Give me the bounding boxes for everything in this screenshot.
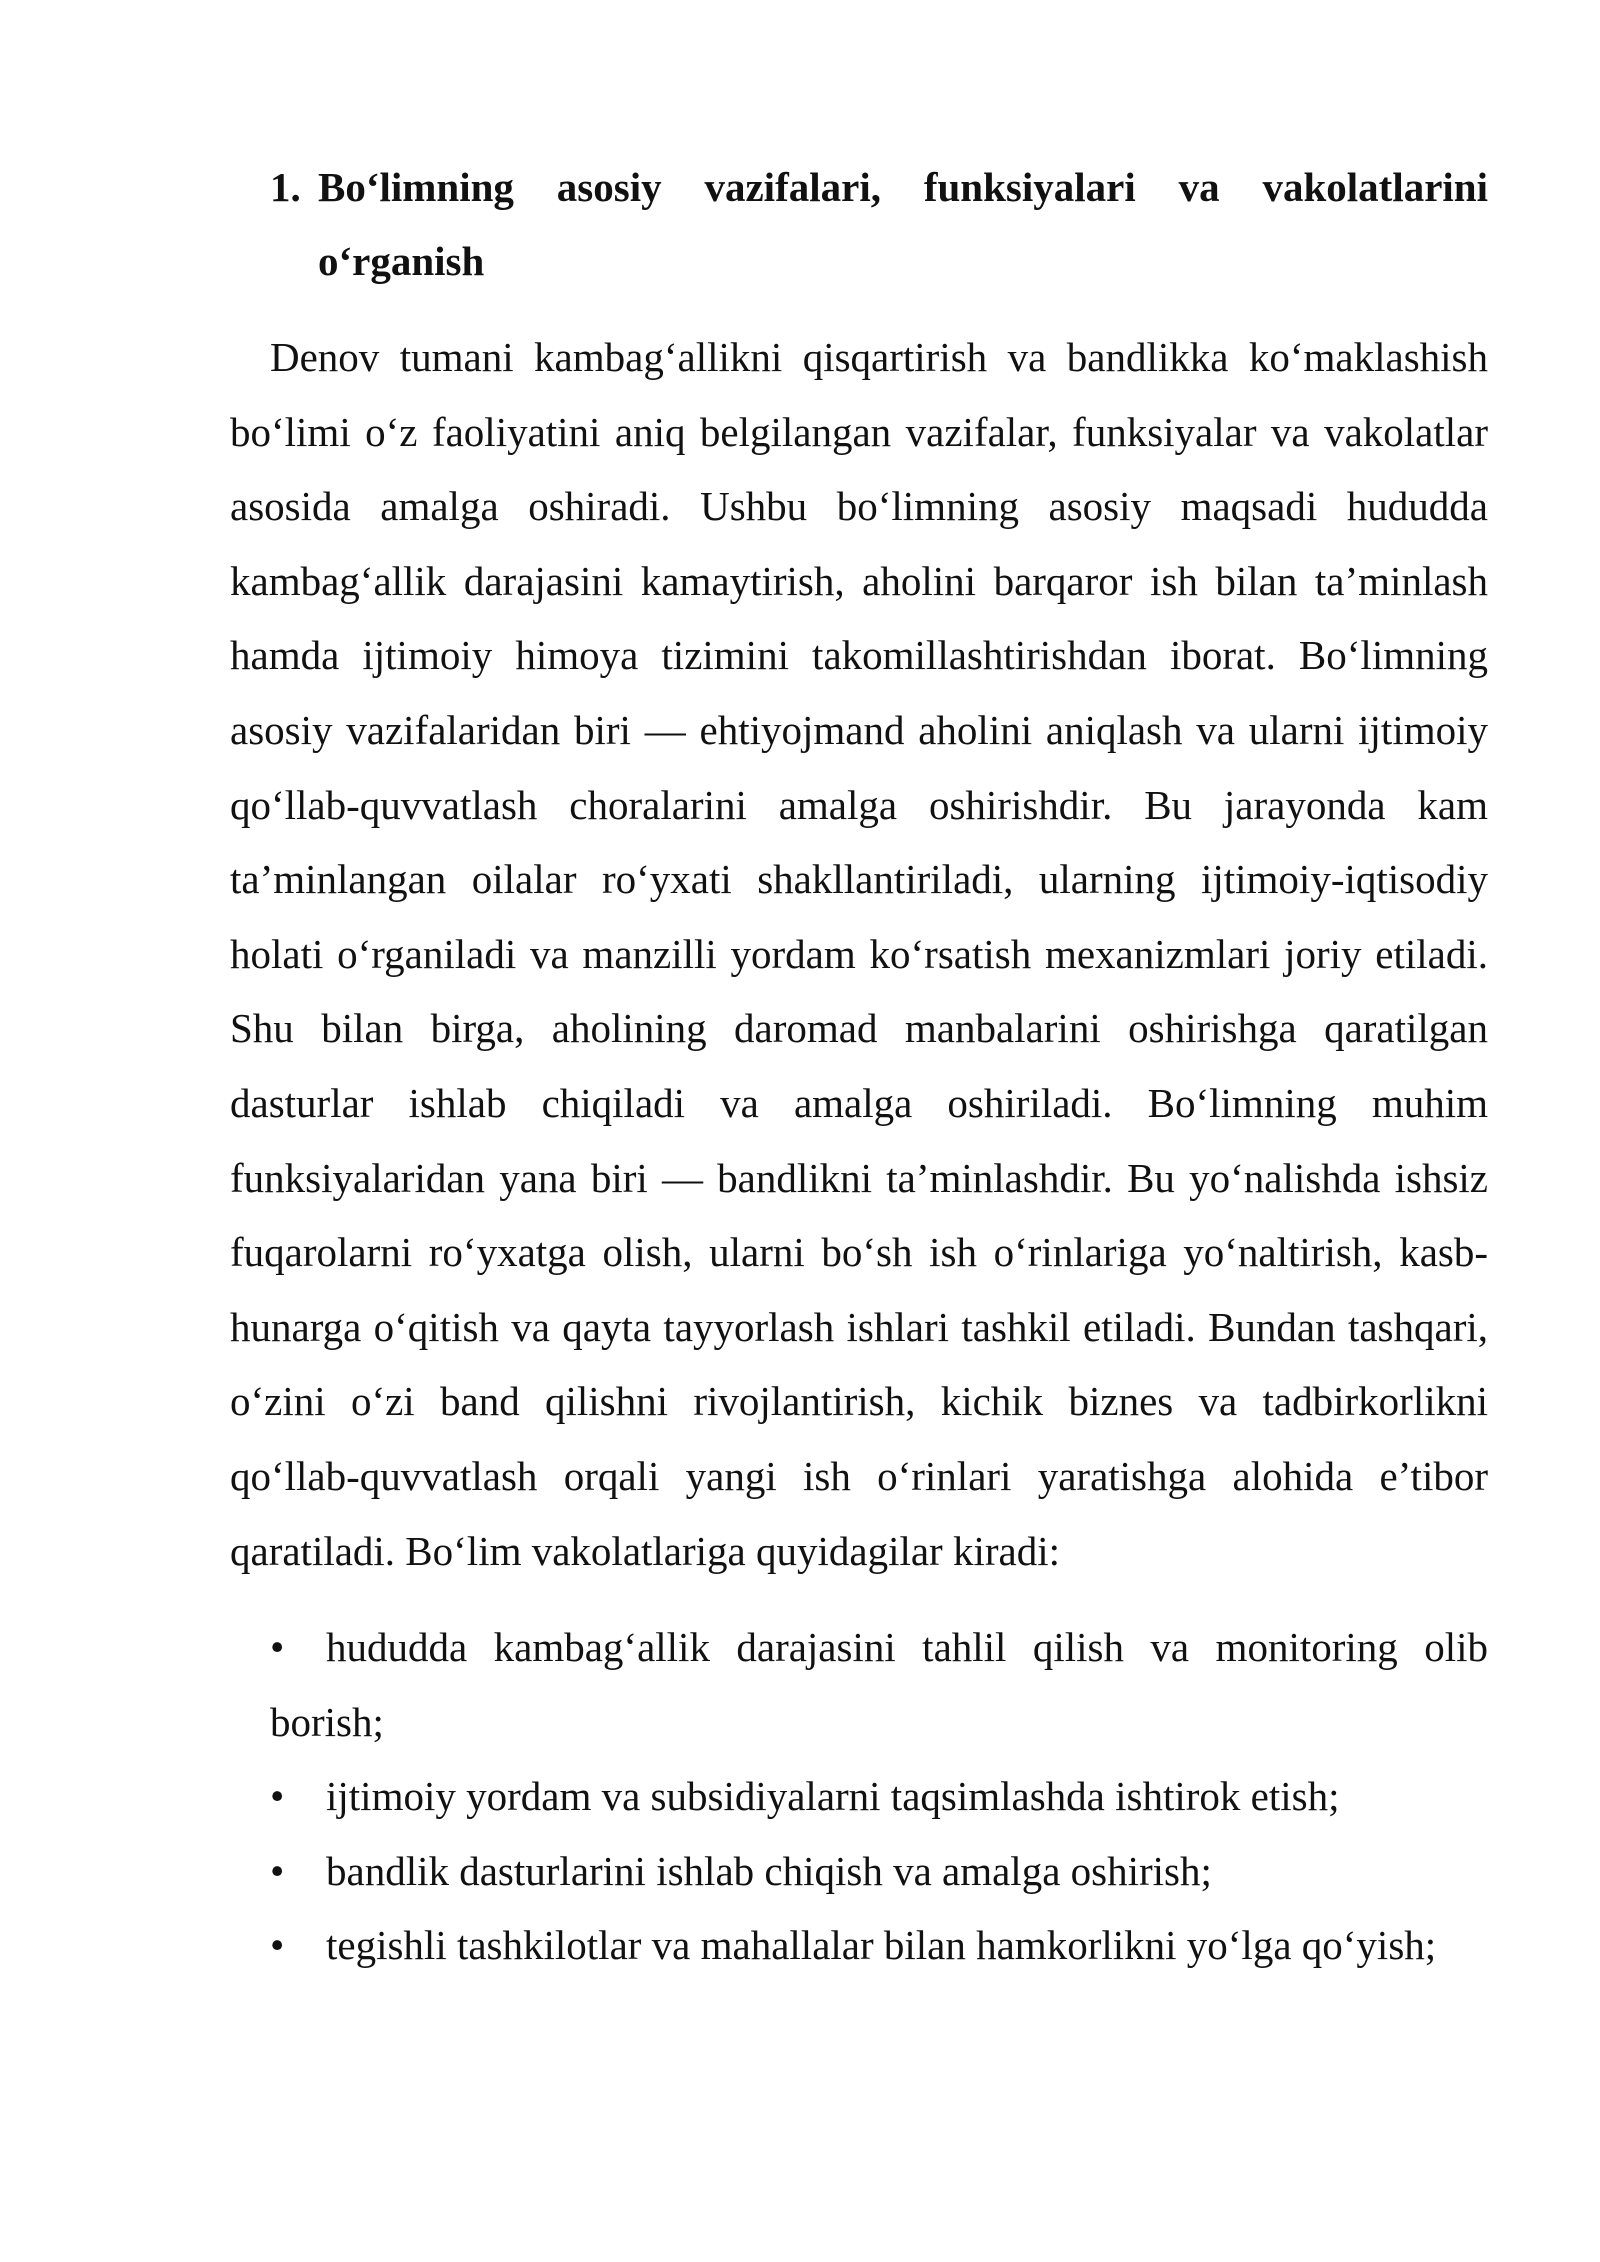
list-item: [230, 1908, 1488, 1983]
bullet-icon: •: [270, 1847, 285, 1894]
list-item: [230, 1834, 1488, 1909]
section-heading: [270, 150, 1488, 298]
list-item-text: bandlik dasturlarini ishlab chiqish va amalga oshirish;: [326, 1847, 1212, 1894]
bullet-icon: •: [270, 1624, 285, 1671]
heading-title: Bo‘limning asosiy vazifalari, funksiyalari va vakolatlarini o‘rganish: [318, 164, 1488, 284]
powers-list: [230, 1610, 1488, 1983]
list-item-text: tegishli tashkilotlar va mahallalar bilan hamkorlikni yo‘lga qo‘yish;: [326, 1922, 1437, 1969]
body-paragraph: Denov tumani kambag‘allikni qisqartirish va bandlikka ko‘maklashish bo‘limi o‘z faoliyatini aniq belgilangan vazifalar, funksiyalar va vakolatlar asosida amalga oshiradi. Ushbu bo‘limning asosiy maqsadi hududda kambag‘allik darajasini kamaytirish, aholini barqaror ish bilan ta’minlash hamda ijtimoiy himoya tizimini takomillashtirishdan iborat. Bo‘limning asosiy vazifalaridan biri — ehtiyojmand aholini aniqlash va ularni ijtimoiy qo‘llab-quvvatlash choralarini amalga oshirishdir. Bu jarayonda kam ta’minlangan oilalar ro‘yxati shakllantiriladi, ularning ijtimoiy-iqtisodiy holati o‘rganiladi va manzilli yordam ko‘rsatish mexanizmlari joriy etiladi. Shu bilan birga, aholining daromad manbalarini oshirishga qaratilgan dasturlar ishlab chiqiladi va amalga oshiriladi. Bo‘limning muhim funksiyalaridan yana biri — bandlikni ta’minlashdir. Bu yo‘nalishda ishsiz fuqarolarni ro‘yxatga olish, ularni bo‘sh ish o‘rinlariga yo‘naltirish, kasb-hunarga o‘qitish va qayta tayyorlash ishlari tashkil etiladi. Bundan tashqari, o‘zini o‘zi band qilishni rivojlantirish, kichik biznes va tadbirkorlikni qo‘llab-quvvatlash orqali yangi ish o‘rinlari yaratishga alohida e’tibor qaratiladi. Bo‘lim vakolatlariga quyidagilar kiradi:: [230, 334, 1488, 1574]
list-item: [230, 1610, 1488, 1759]
list-item-text: ijtimoiy yordam va subsidiyalarni taqsimlashda ishtirok etish;: [326, 1773, 1340, 1820]
list-item-text: hududda kambag‘allik darajasini tahlil qilish va monitoring olib borish;: [270, 1624, 1488, 1745]
list-item: [230, 1759, 1488, 1834]
bullet-icon: •: [270, 1922, 285, 1969]
heading-number: 1.: [270, 164, 301, 210]
document-page: [230, 150, 1488, 1983]
bullet-icon: •: [270, 1773, 285, 1820]
